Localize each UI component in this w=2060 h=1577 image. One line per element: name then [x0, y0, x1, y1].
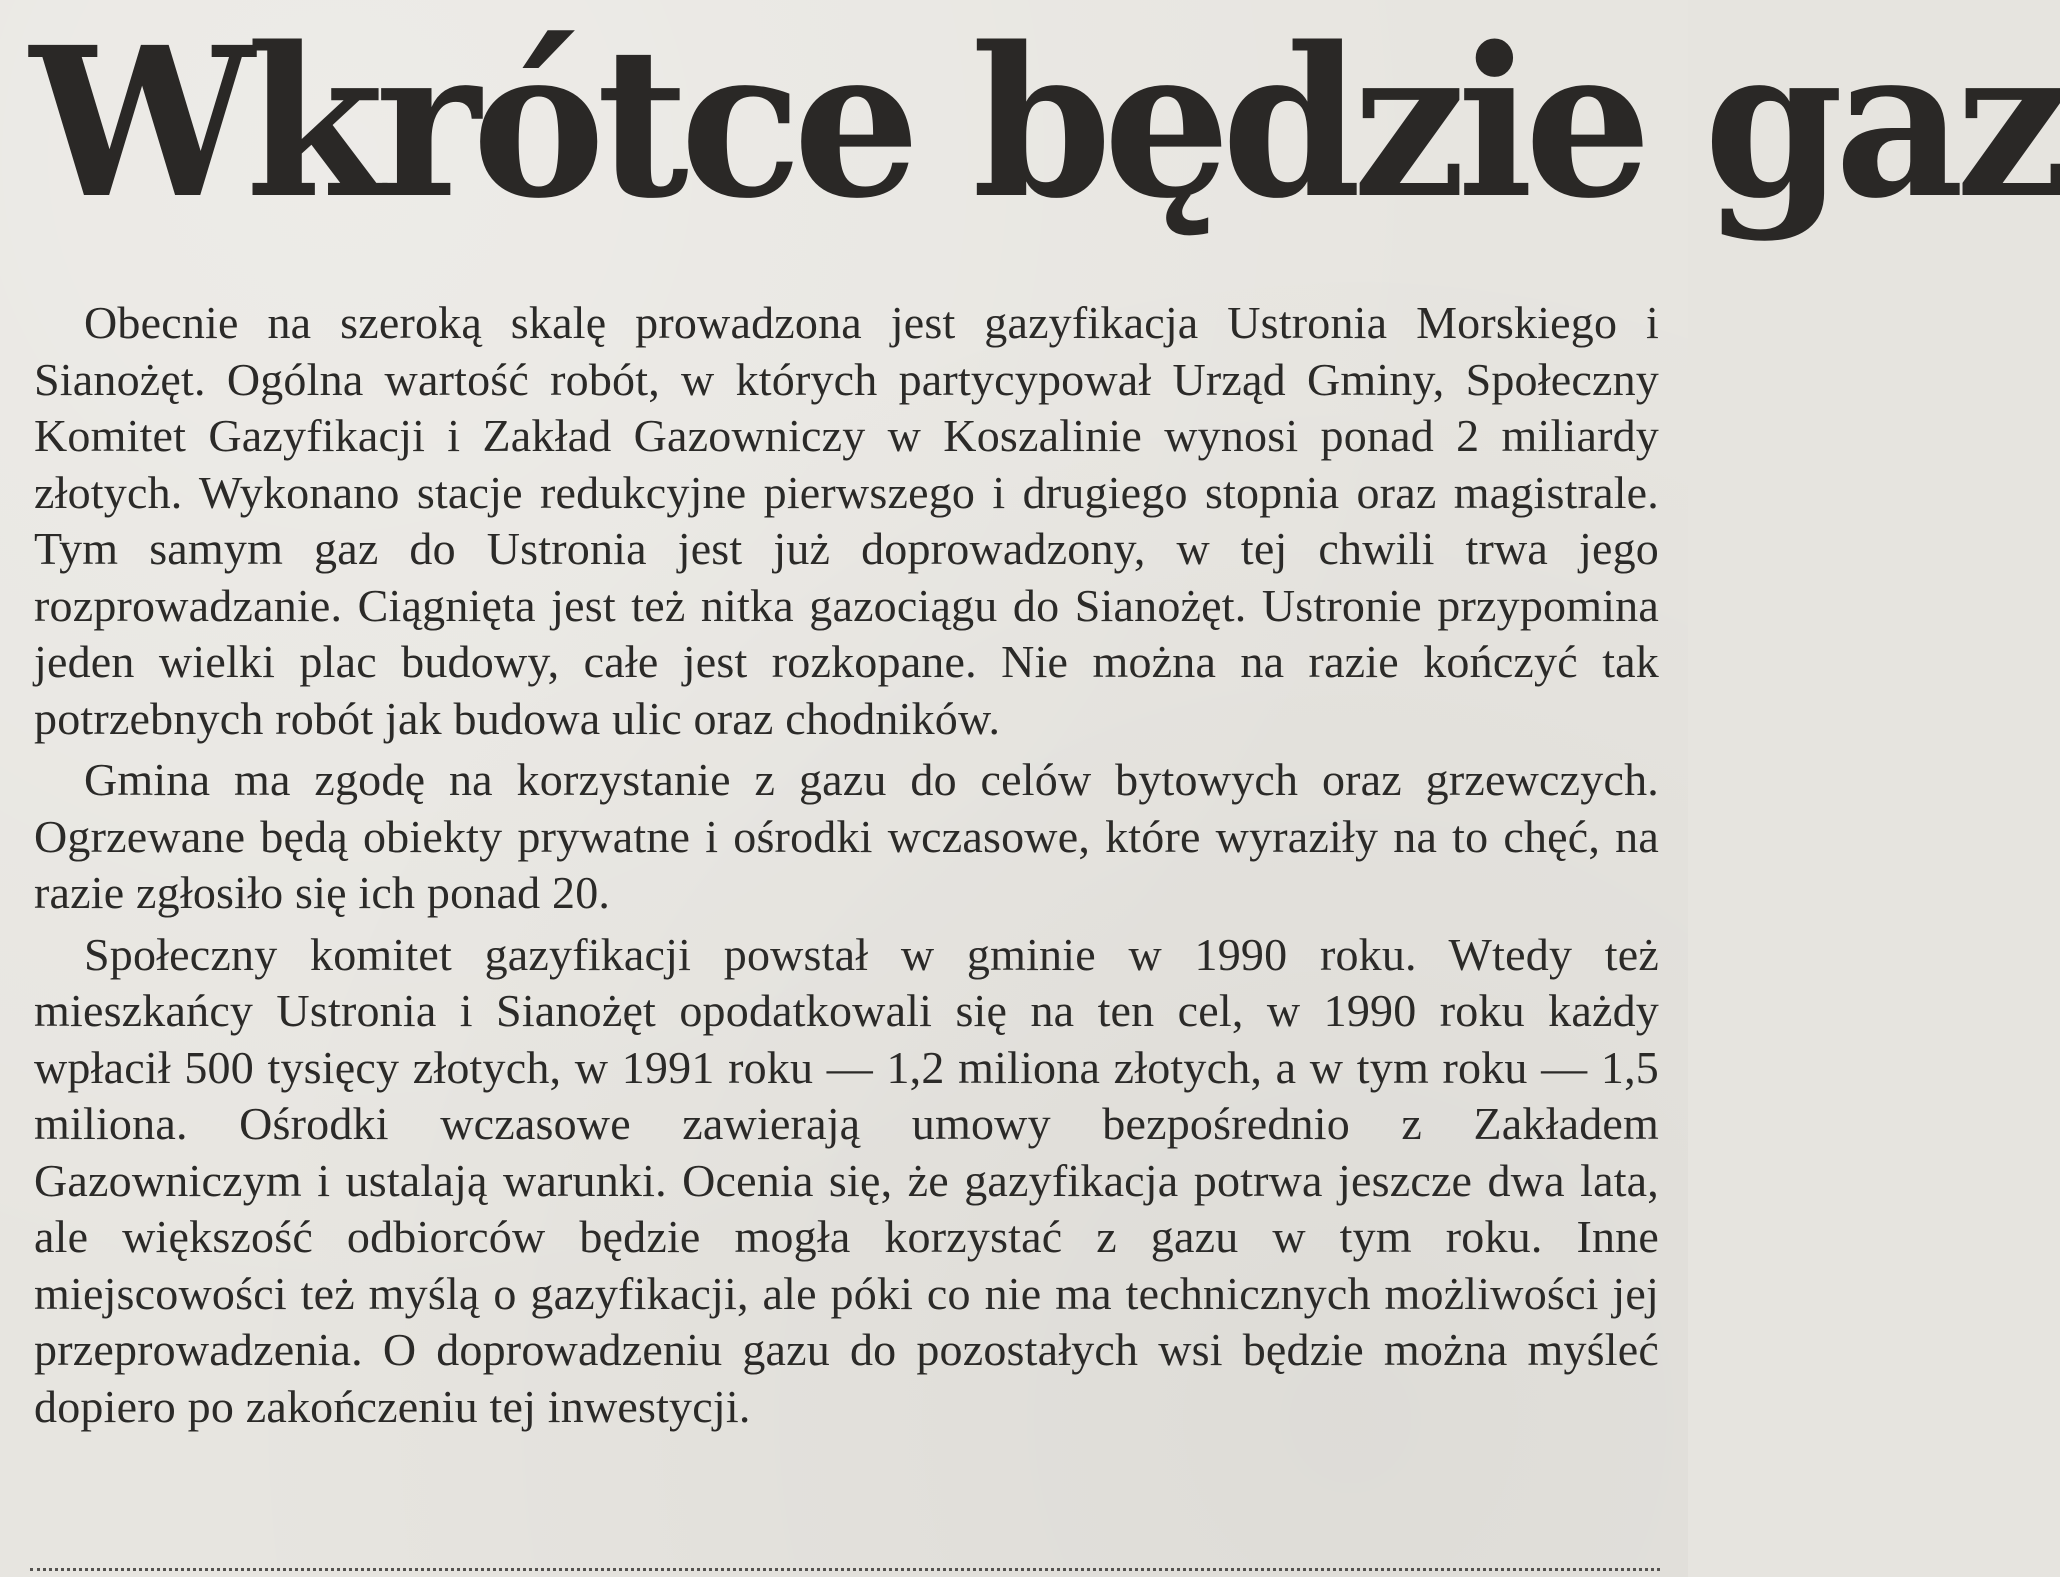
- article-paragraph-3: Społeczny komitet gazyfikacji powstał w gminie w 1990 roku. Wtedy też mieszkańcy Ustronia i Sianożęt opodatkowali się na ten cel, w 1990 roku każdy wpłacił 500 tysięcy złotych, w 1991 roku — 1,2 miliona złotych, a w tym roku — 1,5 miliona. Ośrodki wczasowe zawierają umowy bezpośrednio z Zakładem Gazowniczym i ustalają warunki. Ocenia się, że gazyfikacja potrwa jeszcze dwa lata, ale większość odbiorców będzie mogła korzystać z gazu w tym roku. Inne miejscowości też myślą o gazyfikacji, ale póki co nie ma technicznych możliwości jej przeprowadzenia. O doprowadzeniu gazu do pozostałych wsi będzie można myśleć dopiero po zakończeniu tej inwestycji.: [34, 928, 1659, 1432]
- article-paragraph-2: Gmina ma zgodę na korzystanie z gazu do celów bytowych oraz grzewczych. Ogrzewane będą obiekty prywatne i ośrodki wczasowe, które wyraziły na to chęć, na razie zgłosiło się ich ponad 20.: [34, 754, 1659, 918]
- dotted-divider: [30, 1568, 1660, 1571]
- article-headline: Wkrótce będzie gaz: [30, 2, 2060, 244]
- article-paragraph-1: Obecnie na szeroką skalę prowadzona jest gazyfikacja Ustronia Morskiego i Sianożęt. Ogólna wartość robót, w których partycypował Urząd Gminy, Społeczny Komitet Gazyfikacji i Zakład Gazowniczy w Koszalinie wynosi ponad 2 miliardy złotych. Wykonano stacje redukcyjne pierwszego i drugiego stopnia oraz magistrale. Tym samym gaz do Ustronia jest już doprowadzony, w tej chwili trwa jego rozprowadzanie. Ciągnięta jest też nitka gazociągu do Sianożęt. Ustronie przypomina jeden wielki plac budowy, całe jest rozkopane. Nie można na razie kończyć tak potrzebnych robót jak budowa ulic oraz chodników.: [34, 297, 1659, 744]
- article-body: [34, 295, 1659, 1440]
